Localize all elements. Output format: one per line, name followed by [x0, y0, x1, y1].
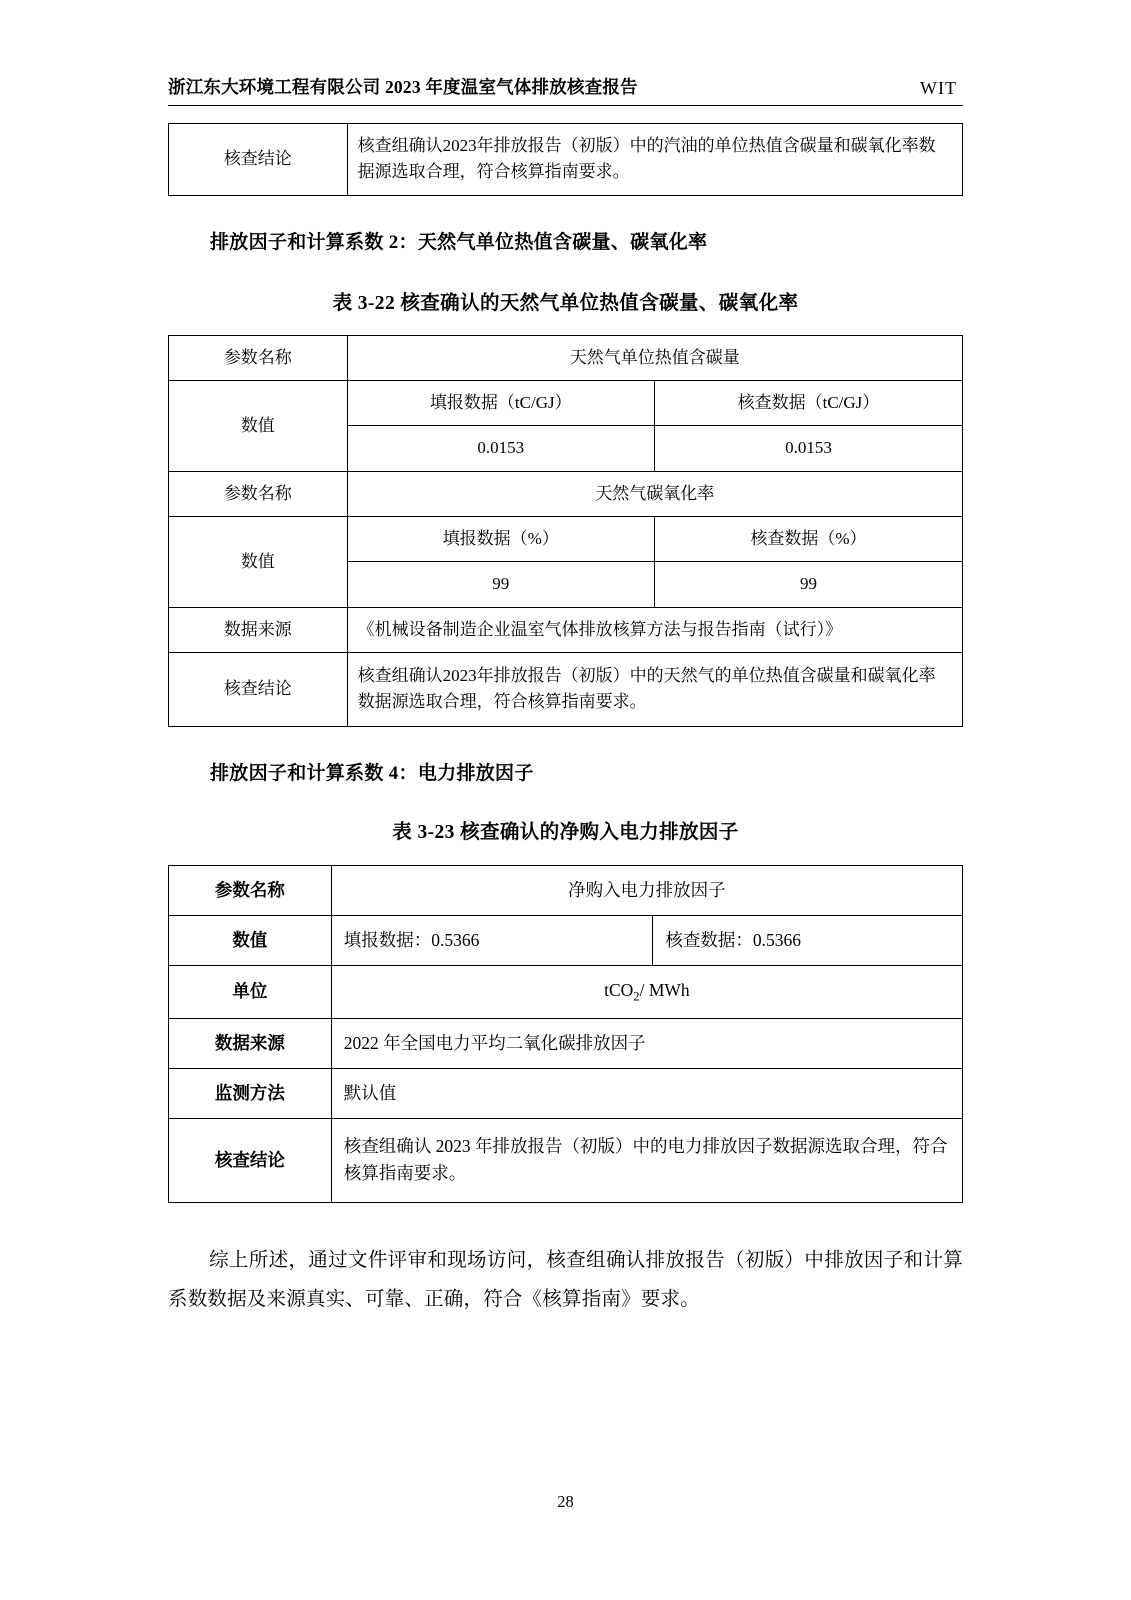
- conclusion-label: 核查结论: [169, 1119, 332, 1202]
- value-label-2: 数值: [169, 517, 348, 608]
- table-row: [169, 966, 963, 1019]
- table-row: [169, 124, 963, 196]
- value-label: 数值: [169, 915, 332, 965]
- table-row: [169, 653, 963, 727]
- data-source-label: 数据来源: [169, 607, 348, 652]
- table-caption-3-23: 表 3-23 核查确认的净购入电力排放因子: [392, 821, 739, 843]
- page-number: 28: [557, 1492, 574, 1511]
- verified-data-header: 核查数据（tC/GJ）: [654, 381, 962, 426]
- table-row: [169, 1019, 963, 1069]
- table-row: [169, 381, 963, 426]
- conclusion-text: 核查组确认2023年排放报告（初版）中的汽油的单位热值含碳量和碳氧化率数据源选取合理，符合核算指南要求。: [347, 124, 962, 196]
- unit-prefix: tCO: [604, 980, 634, 1001]
- table-row: [169, 607, 963, 652]
- unit-label: 单位: [169, 966, 332, 1019]
- verified-data-header-2: 核查数据（%）: [654, 517, 962, 562]
- reported-data-header: 填报数据（tC/GJ）: [347, 381, 654, 426]
- header-title: 浙江东大环境工程有限公司 2023 年度温室气体排放核查报告: [168, 77, 638, 97]
- unit-value: [331, 966, 962, 1019]
- table-row: [169, 1119, 963, 1202]
- table-row: [169, 915, 963, 965]
- data-source-label: 数据来源: [169, 1019, 332, 1069]
- table-3-23: [168, 865, 963, 1203]
- data-source-value: 《机械设备制造企业温室气体排放核算方法与报告指南（试行）》: [347, 607, 962, 652]
- monitoring-method-value: 默认值: [331, 1069, 962, 1119]
- monitoring-method-label: 监测方法: [169, 1069, 332, 1119]
- conclusion-label: 核查结论: [169, 124, 348, 196]
- conclusion-value-2: 核查组确认2023年排放报告（初版）中的天然气的单位热值含碳量和碳氧化率数据源选取合理，符合核算指南要求。: [347, 653, 962, 727]
- table-row: [169, 335, 963, 380]
- table-continuation: [168, 123, 963, 196]
- table-row: [169, 1069, 963, 1119]
- param-name-value-2: 天然气碳氧化率: [347, 471, 962, 516]
- conclusion-label-2: 核查结论: [169, 653, 348, 727]
- verified-data-value-2: 99: [654, 562, 962, 607]
- section-heading-4: 排放因子和计算系数 4：电力排放因子: [210, 762, 534, 784]
- param-name-label-2: 参数名称: [169, 471, 348, 516]
- running-header: [168, 0, 963, 106]
- closing-paragraph: [168, 1241, 963, 1319]
- reported-data-header-2: 填报数据（%）: [347, 517, 654, 562]
- param-name-value: 天然气单位热值含碳量: [347, 335, 962, 380]
- param-name-value: 净购入电力排放因子: [331, 865, 962, 915]
- reported-data-value: 0.0153: [347, 426, 654, 471]
- header-logo-text: WIT: [920, 78, 957, 98]
- closing-text: 综上所述，通过文件评审和现场访问，核查组确认排放报告（初版）中排放因子和计算系数数据及来源真实、可靠、正确，符合《核算指南》要求。: [168, 1249, 963, 1310]
- unit-subscript: 2: [633, 989, 640, 1004]
- verified-data-value: 核查数据：0.5366: [653, 915, 963, 965]
- table-row: [169, 471, 963, 516]
- unit-suffix: / MWh: [639, 980, 690, 1001]
- param-name-label: 参数名称: [169, 865, 332, 915]
- table-3-22: [168, 335, 963, 727]
- param-name-label: 参数名称: [169, 335, 348, 380]
- value-label: 数值: [169, 381, 348, 472]
- reported-data-value-2: 99: [347, 562, 654, 607]
- verified-data-value: 0.0153: [654, 426, 962, 471]
- conclusion-value: 核查组确认 2023 年排放报告（初版）中的电力排放因子数据源选取合理，符合核算指南要求。: [331, 1119, 962, 1202]
- table-row: [169, 865, 963, 915]
- table-row: [169, 517, 963, 562]
- table-caption-3-22: 表 3-22 核查确认的天然气单位热值含碳量、碳氧化率: [332, 292, 799, 314]
- data-source-value: 2022 年全国电力平均二氧化碳排放因子: [331, 1019, 962, 1069]
- reported-data-value: 填报数据：0.5366: [331, 915, 653, 965]
- section-heading-2: 排放因子和计算系数 2：天然气单位热值含碳量、碳氧化率: [210, 231, 708, 253]
